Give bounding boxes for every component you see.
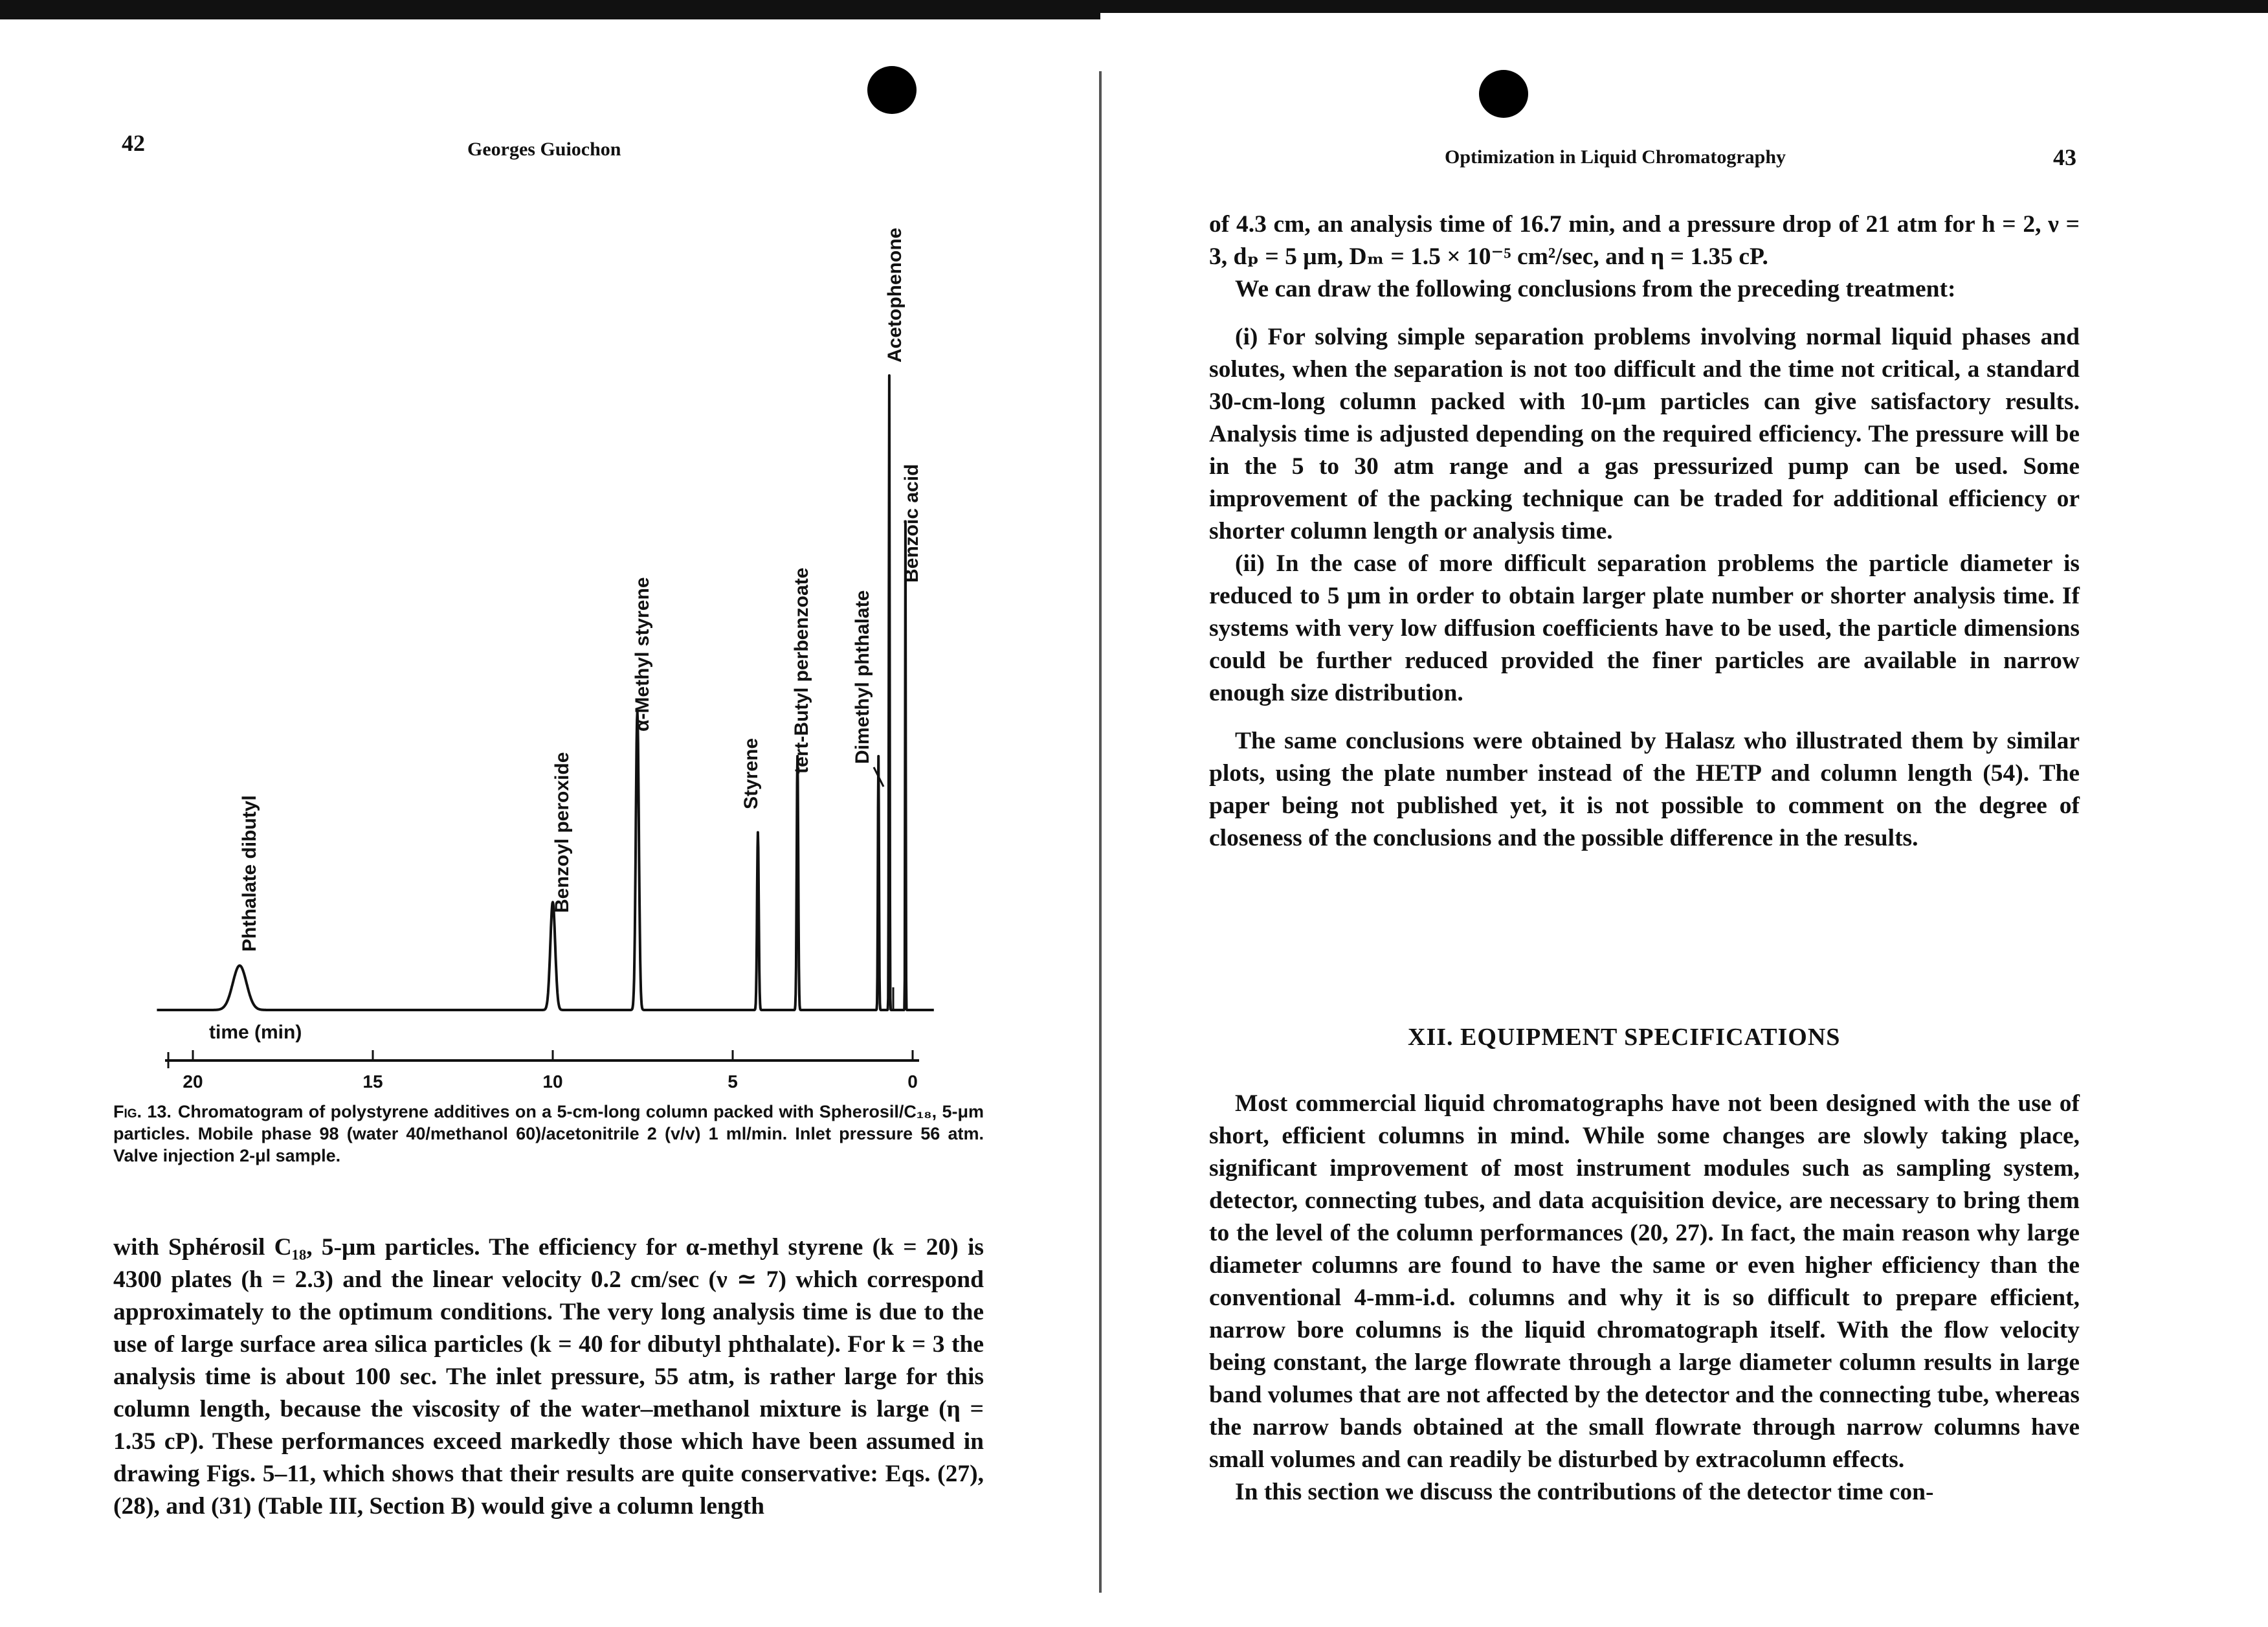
- right-top-body-text: [1209, 208, 2080, 855]
- x-tick-label: 0: [907, 1072, 918, 1092]
- caption-label: Fig. 13.: [113, 1102, 172, 1121]
- x-tick-label: 10: [542, 1072, 563, 1092]
- x-tick-label: 5: [728, 1072, 738, 1092]
- chromatogram-trace: [157, 376, 933, 1010]
- x-tick-label: 20: [183, 1072, 203, 1092]
- x-tick-label: 15: [362, 1072, 383, 1092]
- right-paragraph-3: (i) For solving simple separation problems involving normal liquid phases and solutes, when the separation is not too difficult and the time not critical, a standard 30-cm-long column packed with 10-μm particles can give satisfactory results. Analysis time is adjusted depending on the required efficiency. The pressure will be in the 5 to 30 atm range and a gas pressurized pump can be used. Some improvement of the packing technique can be traded for additional efficiency or shorter column length or analysis time.: [1209, 324, 2080, 544]
- x-axis-ticks: [183, 1050, 917, 1092]
- chart-baseline-axis: [165, 1052, 919, 1068]
- peak-labels: [239, 228, 922, 952]
- left-paragraph: with Sphérosil C₁₈, 5-μm particles. The efficiency for α-methyl styrene (k = 20) is 4300 plates (h = 2.3) and the linear velocity 0.2 cm/sec (ν ≃ 7) which correspond approximately to the optimum conditions. The very long analysis time is due to the use of large surface area silica particles (k = 40 for dibutyl phthalate). For k = 3 the analysis time is about 100 sec. The inlet pressure, 55 atm, is rather large for this column length, because the viscosity of the water–methanol mixture is large (η = 1.35 cP). These performances exceed markedly those which have been assumed in drawing Figs. 5–11, which shows that their results are quite conservative: Eqs. (27), (28), and (31) (Table III, Section B) would give a column length: [113, 1234, 984, 1520]
- right-paragraph-7: In this section we discuss the contributions of the detector time con-: [1235, 1479, 1934, 1505]
- right-paragraph-6: Most commercial liquid chromatographs have not been designed with the use of short, efficient columns in mind. While some changes are slowly taking place, significant improvement of most instrument modules such as sampling system, detector, connecting tubes, and data acquisition device, are necessary to bring them to the level of the column performances (20, 27). In fact, the main reason why large diameter columns are found to have the same or even higher efficiency than the conventional 4-mm-i.d. columns and why it is so difficult to prepare efficient, narrow bore columns is the liquid chromatograph itself. With the flow velocity being constant, the large flowrate through a large diameter column results in large band volumes that are not affected by the detector and the connecting tube, whereas the narrow bands obtained at the small flowrate through narrow columns have small volumes and can readily be disturbed by extracolumn effects.: [1209, 1090, 2080, 1473]
- peak-label: Phthalate dibutyl: [239, 795, 260, 952]
- peak-label: Acetophenone: [884, 227, 906, 363]
- peak-label: Benzoic acid: [901, 464, 922, 583]
- x-axis-label: time (min): [209, 1022, 302, 1043]
- peak-label: α-Methyl styrene: [632, 577, 653, 732]
- left-page: [0, 0, 1100, 1627]
- right-paragraph-1: of 4.3 cm, an analysis time of 16.7 min, and a pressure drop of 21 atm for h = 2, ν = 3, dₚ = 5 μm, Dₘ = 1.5 × 10⁻⁵ cm²/sec, and η = 1.35 cP.: [1209, 211, 2080, 270]
- right-paragraph-2: We can draw the following conclusions from the preceding treatment:: [1235, 276, 1956, 302]
- peak-label: Dimethyl phthalate: [852, 590, 873, 764]
- section-title: XII. EQUIPMENT SPECIFICATIONS: [1408, 1024, 1841, 1051]
- page-number-left: 42: [122, 130, 145, 156]
- right-paragraph-5: The same conclusions were obtained by Halasz who illustrated them by similar plots, using the plate number instead of the HETP and column length (54). The paper being not published yet, it is not possible to comment on the degree of closeness of the conclusions and the possible difference in the results.: [1209, 728, 2080, 851]
- peak-label: Styrene: [740, 737, 762, 809]
- caption-text: Chromatogram of polystyrene additives on a 5-cm-long column packed with Spherosil/C₁₈, 5-μm particles. Mobile phase 98 (water 40/methanol 60)/acetonitrile 2 (v/v) 1 ml/min. Inlet pressure 56 atm. Valve injection 2-μl sample.: [113, 1102, 984, 1165]
- page-number-right: 43: [2053, 144, 2076, 170]
- peak-label: tert-Butyl perbenzoate: [791, 567, 812, 774]
- right-paragraph-4: (ii) In the case of more difficult separation problems the particle diameter is reduced to 5 μm in order to obtain larger plate number or shorter analysis time. If systems with very low diffusion coefficients have to be used, the particle dimensions could be further reduced provided the finer particles are available in narrow enough size distribution.: [1209, 550, 2080, 706]
- left-body-text: [113, 1231, 984, 1523]
- running-head-right: Optimization in Liquid Chromatography: [1445, 146, 1786, 168]
- chromatogram-figure: [0, 0, 1100, 1101]
- peak-label: Benzoyl peroxide: [551, 752, 573, 913]
- figure-caption: [113, 1101, 984, 1167]
- right-bottom-body-text: [1209, 1088, 2080, 1509]
- running-head-left: Georges Guiochon: [467, 139, 621, 160]
